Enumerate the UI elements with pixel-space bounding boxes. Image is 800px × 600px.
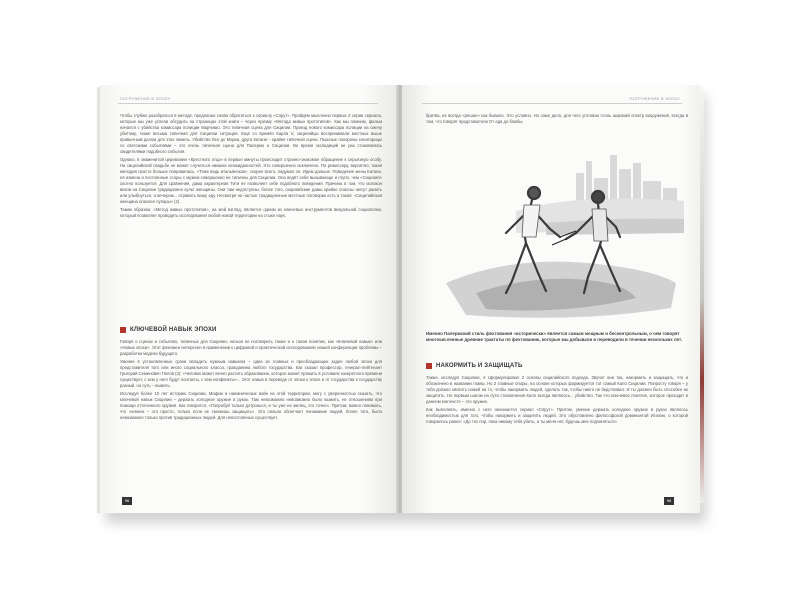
left-body-text-1: [120, 113, 382, 221]
left-paragraph-6: Исследуя более 10 лет историю Сицилии, Мафии и наемнических войн на этой территории, могу с уверенностью сказать, что ключевой навык Сицилии – держать холодное оружие в руках. Там невозможно невозможно было выжить, не отношениям при помощи отточенного оружия. Как говорится, «Попробуй только дотронься, и ты уже не жилец, это точно». Притом, важно понимать, что «клинок – это просто, только если не сможешь защищать». Это сильно облегчает понимание людей, более того, было невозможно только против традиционных людей. Для непостоянных существует.: [120, 391, 382, 420]
open-book: [100, 85, 700, 515]
right-intro-text: [426, 113, 688, 127]
heading-square-icon: [426, 363, 432, 369]
left-paragraph-3: Таким образом, «Метод живых прототипов», на мой взгляд, является одним из ключевых инструментов визуальной социологии, который позволяет проводить исследования любой новой территории на стыке наук.: [120, 207, 382, 218]
left-paragraph-5: Умение в установленные сроки овладеть нужным навыком – одна из главных и преобладающих задач любой эпохи для представителя того или иного социального класса, гражданина любого государства. Как сказал профессор, генерал-лейтенант Григорий Семенович Попов (3): «Человек может вечно растить образование, которое может прожить в условиях конкретного времени существует, с кем у него будут контакты, с кем конфликты»... Этот навык в переводе от эпохи к эпохе и от государства к государству разный, но суть – выжить.: [120, 359, 382, 388]
heading-square-icon: [120, 327, 126, 333]
left-running-head: ПОГРУЖЕНИЕ В ЭПОХУ: [120, 96, 171, 101]
left-heading-text: КЛЮЧЕВОЙ НАВЫК ЭПОХИ: [130, 327, 217, 333]
right-page-number: 98: [664, 497, 674, 505]
right-body-text: [426, 375, 688, 427]
right-running-head: ПОГРУЖЕНИЕ В ЭПОХУ: [629, 96, 680, 101]
left-paragraph-2: Однако, в знаменитой церемонии «Крестного отца» в первые минуты происходит странно-знакомое обращение к серьёзную особу. На сицилийской свадьбе не может случиться никаких неожиданностей. Это совершенно исключено. По режиссеру, вероятно, такая мелодия просто больше понравилась. «Тоже ведь итальянская», скорее всего, подумал он. Идем дальше. Поведение жены Катани, её измена и постоянные ссоры с мужем совершенно не типичны для Сицилии. Она ведёт себя вызывающе и глупо, чем «Сицилия» охотно пользуется. Для сравнения, дама характерная Тити не позволяет себе подобного поведения. Причина в том, что испокон веков на Сицилии традиционно культ женщины. Они там недоступны, более того, сицилийские дамы крайне опасны: могут ранить или улыбнуться, а вечером... отравить вашу еду. Несмотря на частые традиционные местные поговорки есть и такая: «Сицилийская женщина опаснее лупары» (2).: [120, 157, 382, 204]
left-section-heading: [120, 327, 217, 333]
right-page-edge: [700, 93, 704, 503]
left-paragraph-1: Чтобы глубже разобраться в методе, предлагаю снова обратиться к сериалу «Спрут». Пройдём мысленно первые 2 серии сериала, которые мы уже успели обсудить на страницах этой книги – через призму «Метода живых прототипов». Как мы помним, фильм начался с убийства комиссара полиции Марчикко. Это типичная сцена для Сицилии. Приезд нового комиссара полиции на смену убитому, также весьма типичная для Сицилии ситуация. Ещё со времён Карла V, сицилийцы воспринимали местных выше привычным делом для этих земель. Убийство Лео де Марки, друга Катани – крайне типичная сцена. Пышные похороны сенаторицы со светскими событиями – это очень типичная сцена для Палермо и Сицилии. Во время экспедиций не раз становились свидетелями подобного события.: [120, 113, 382, 154]
right-paragraph-2: Как выполнить, именно с него начинается сериал «Спрут». Притом, умение держать холодное оружие в руках являлось необходимостью для того, чтобы накормить и защитить людей. Это обусловлено философской доминантой Италии, о которой говорилось ранее: «До тех пор, пока никому тебя убить, а ты меня нет, будешь мне подчиняться».: [426, 407, 688, 424]
right-heading-text: НАКОРМИТЬ И ЗАЩИЩАТЬ: [436, 363, 523, 369]
left-header-rule: [118, 103, 378, 104]
illustration-caption: Именно Палермский стиль фехтования «исторически» является самым мощным и бесконтрольным, о чем говорят многочисленные древние трактаты по фехтованию, которые мы добывали и переводили в течении нескольких лет.: [426, 331, 682, 342]
left-page: [100, 85, 398, 513]
right-paragraph-1: Также, исследуя Сицилию, я сформулировал 2 основы сицилийского подхода. Звучат они так, накормить и защищать, что и обозначено в названии главы. Но 2 главные опоры, на основе которых формируется тот самый Кало Сицилии. Попросту говоря – у тебя должно хватить ножей на то, чтобы накормить людей, сделать так, чтобы никто не бедствовал. И ты должен быть способен их защитить. Но первым шагом на пути становления Кало всегда являлось... убийство. Так что ключевое понятие, которое проходит в данном контексте – это оружие.: [426, 375, 688, 404]
right-header-rule: [422, 103, 682, 104]
left-body-text-2: [120, 339, 382, 423]
left-page-number: 96: [122, 497, 132, 505]
fencers-illustration: [426, 133, 684, 329]
left-paragraph-4: Говоря о сценах и событиях, типичных для Сицилии, нельзя не поговорить также и о таком понятии, как «Ключевой навык» или «Навык эпохи». Этот феномен интересен в применении к цифровой и практической исследованиях нашей конференции проблемы – разработки модели будущего.: [120, 339, 382, 356]
right-section-heading: [426, 363, 523, 369]
right-page: [402, 85, 700, 513]
right-intro-paragraph: бритва, их всегда «решал» как бывало. Это условно. Но само дело, для чего уготован столь широкий спектр вооружения, всегда в том, что говорят представители От еда до бомбы.: [426, 113, 688, 124]
